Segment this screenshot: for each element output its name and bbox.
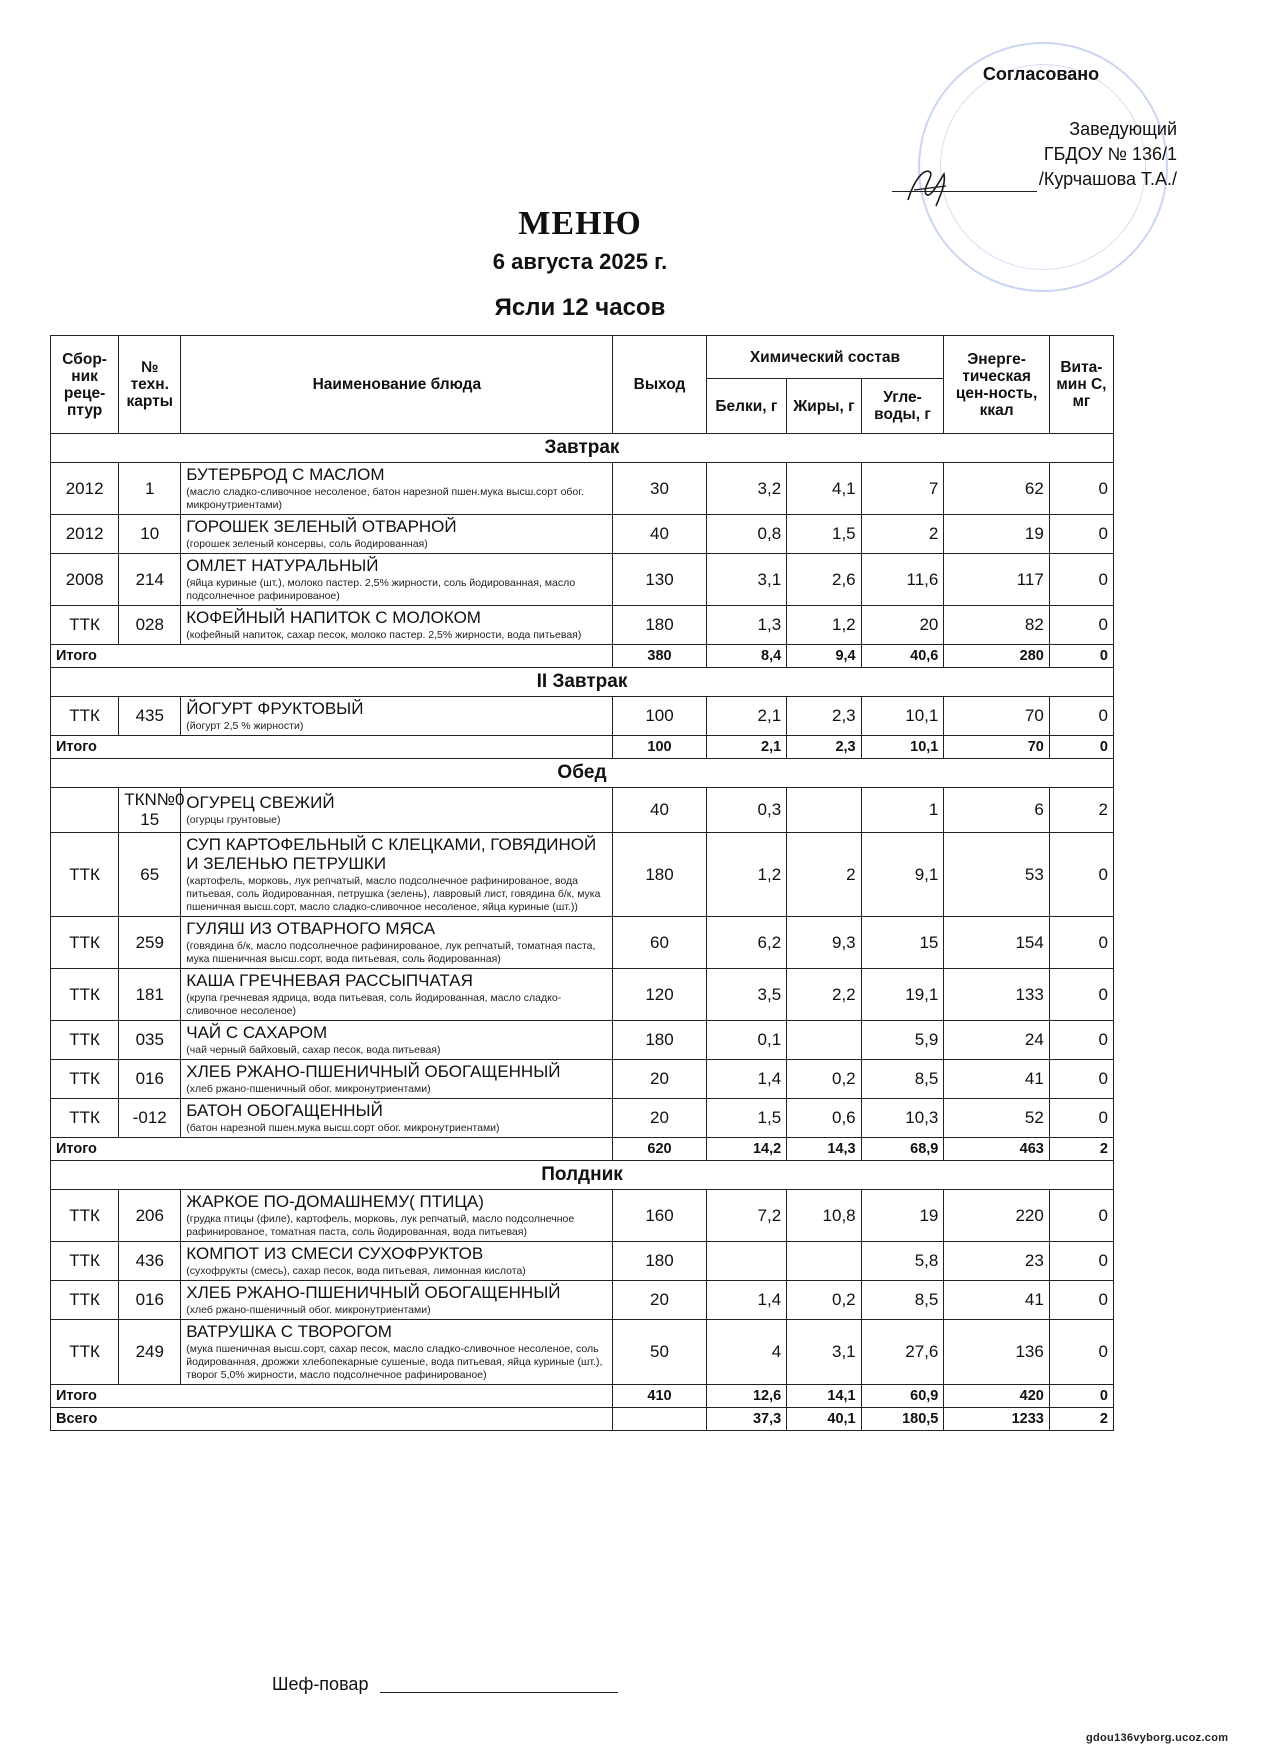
- tech-card-cell: 206: [119, 1190, 181, 1242]
- protein-cell: [706, 1242, 787, 1281]
- total-fat: 9,4: [787, 645, 861, 668]
- protein-cell: 6,2: [706, 917, 787, 969]
- dish-name-cell: [181, 606, 613, 645]
- total-vitamin: 0: [1049, 1385, 1113, 1408]
- vitamin-cell: 0: [1049, 1021, 1113, 1060]
- title-block: [0, 205, 1160, 323]
- header-chem: Химический состав: [706, 336, 944, 379]
- dish-name-cell: [181, 1320, 613, 1385]
- dish-ingredients: (огурцы грунтовые): [186, 814, 281, 826]
- dish-name-cell: [181, 1281, 613, 1320]
- table-row: [51, 969, 1114, 1021]
- header-yield: Выход: [613, 336, 706, 434]
- total-yield: 100: [613, 736, 706, 759]
- protein-cell: 0,1: [706, 1021, 787, 1060]
- total-protein: 14,2: [706, 1138, 787, 1161]
- carbs-cell: 10,3: [861, 1099, 944, 1138]
- collection-cell: ТТК: [51, 1281, 119, 1320]
- protein-cell: 0,8: [706, 515, 787, 554]
- table-row: [51, 1320, 1114, 1385]
- dish-name: БАТОН ОБОГАЩЕННЫЙ: [186, 1101, 383, 1120]
- total-protein: 12,6: [706, 1385, 787, 1408]
- header-protein: Белки, г: [706, 379, 787, 434]
- total-fat: 14,1: [787, 1385, 861, 1408]
- dish-ingredients: (грудка птицы (филе), картофель, морковь, лук репчатый, масло подсолнечное рафинированое, томатная паста, соль йодированная, вода питьевая): [186, 1213, 575, 1238]
- table-row: [51, 788, 1114, 833]
- section-header: [51, 759, 1114, 788]
- yield-cell: 20: [613, 1099, 706, 1138]
- header-tech-card: № техн. карты: [119, 336, 181, 434]
- yield-cell: 120: [613, 969, 706, 1021]
- protein-cell: 3,2: [706, 463, 787, 515]
- energy-cell: 154: [944, 917, 1049, 969]
- protein-cell: 0,3: [706, 788, 787, 833]
- energy-cell: 41: [944, 1060, 1049, 1099]
- table-row: [51, 833, 1114, 917]
- total-carbs: 10,1: [861, 736, 944, 759]
- dish-ingredients: (мука пшеничная высш.сорт, сахар песок, масло сладко-сливочное несоленое, соль йодированная, дрожжи хлебопекарные сушеные, вода питьевая, яйца куриные (шт.), творог 5,0% жирности, масло подсолнечное рафинированое): [186, 1343, 603, 1381]
- total-fat: 14,3: [787, 1138, 861, 1161]
- protein-cell: 1,2: [706, 833, 787, 917]
- dish-ingredients: (йогурт 2,5 % жирности): [186, 720, 304, 732]
- vitamin-cell: 0: [1049, 917, 1113, 969]
- dish-ingredients: (хлеб ржано-пшеничный обог. микронутриентами): [186, 1083, 431, 1095]
- fat-cell: 2: [787, 833, 861, 917]
- yield-cell: 180: [613, 833, 706, 917]
- table-row: [51, 917, 1114, 969]
- dish-name-cell: [181, 515, 613, 554]
- protein-cell: 1,4: [706, 1281, 787, 1320]
- dish-name: ЖАРКОЕ ПО-ДОМАШНЕМУ( ПТИЦА): [186, 1192, 484, 1211]
- energy-cell: 117: [944, 554, 1049, 606]
- yield-cell: 180: [613, 1242, 706, 1281]
- total-yield: 410: [613, 1385, 706, 1408]
- section-title: II Завтрак: [51, 668, 1114, 697]
- yield-cell: 50: [613, 1320, 706, 1385]
- grand-total-carbs: 180,5: [861, 1408, 944, 1431]
- total-label: Итого: [51, 1385, 613, 1408]
- carbs-cell: 10,1: [861, 697, 944, 736]
- energy-cell: 70: [944, 697, 1049, 736]
- vitamin-cell: 0: [1049, 606, 1113, 645]
- fat-cell: 1,5: [787, 515, 861, 554]
- carbs-cell: 11,6: [861, 554, 944, 606]
- vitamin-cell: 0: [1049, 969, 1113, 1021]
- energy-cell: 220: [944, 1190, 1049, 1242]
- tech-card-cell: 214: [119, 554, 181, 606]
- dish-name: ГУЛЯШ ИЗ ОТВАРНОГО МЯСА: [186, 919, 436, 938]
- energy-cell: 24: [944, 1021, 1049, 1060]
- total-energy: 70: [944, 736, 1049, 759]
- dish-name-cell: [181, 917, 613, 969]
- protein-cell: 1,3: [706, 606, 787, 645]
- carbs-cell: 27,6: [861, 1320, 944, 1385]
- dish-name-cell: [181, 1190, 613, 1242]
- carbs-cell: 1: [861, 788, 944, 833]
- dish-ingredients: (говядина б/к, масло подсолнечное рафинированое, лук репчатый, томатная паста, мука пшеничная высш.сорт, вода питьевая, соль йодированная): [186, 940, 596, 965]
- dish-name: ЧАЙ С САХАРОМ: [186, 1023, 328, 1042]
- fat-cell: 1,2: [787, 606, 861, 645]
- table-row: [51, 463, 1114, 515]
- dish-name: ВАТРУШКА С ТВОРОГОМ: [186, 1322, 392, 1341]
- total-label: Итого: [51, 645, 613, 668]
- protein-cell: 4: [706, 1320, 787, 1385]
- carbs-cell: 5,8: [861, 1242, 944, 1281]
- table-row: [51, 554, 1114, 606]
- tech-card-cell: 016: [119, 1281, 181, 1320]
- tech-card-cell: 435: [119, 697, 181, 736]
- energy-cell: 52: [944, 1099, 1049, 1138]
- vitamin-cell: 0: [1049, 1060, 1113, 1099]
- chef-signature: [272, 1672, 618, 1695]
- vitamin-cell: 0: [1049, 1242, 1113, 1281]
- carbs-cell: 20: [861, 606, 944, 645]
- total-energy: 280: [944, 645, 1049, 668]
- tech-card-cell: -012: [119, 1099, 181, 1138]
- yield-cell: 20: [613, 1281, 706, 1320]
- total-label: Итого: [51, 1138, 613, 1161]
- carbs-cell: 8,5: [861, 1281, 944, 1320]
- section-header: [51, 668, 1114, 697]
- approval-block: [865, 62, 1177, 192]
- yield-cell: 40: [613, 788, 706, 833]
- section-header: [51, 434, 1114, 463]
- table-row: [51, 515, 1114, 554]
- energy-cell: 19: [944, 515, 1049, 554]
- header-carbs: Угле-воды, г: [861, 379, 944, 434]
- carbs-cell: 5,9: [861, 1021, 944, 1060]
- dish-ingredients: (батон нарезной пшен.мука высш.сорт обог. микронутриентами): [186, 1122, 500, 1134]
- tech-card-cell: 016: [119, 1060, 181, 1099]
- collection-cell: ТТК: [51, 1021, 119, 1060]
- header-collection: Сбор-ник реце-птур: [51, 336, 119, 434]
- yield-cell: 130: [613, 554, 706, 606]
- yield-cell: 100: [613, 697, 706, 736]
- energy-cell: 6: [944, 788, 1049, 833]
- dish-ingredients: (крупа гречневая ядрица, вода питьевая, соль йодированная, масло сладко-сливочное несоленое): [186, 992, 562, 1017]
- energy-cell: 53: [944, 833, 1049, 917]
- dish-ingredients: (картофель, морковь, лук репчатый, масло подсолнечное рафинированое, вода питьевая, соль йодированная, петрушка (зелень), лавровый лист, говядина б/к, мука пшеничная высш.сорт, масло сладко-сливочное несоленое, яйца куриные (шт.)): [186, 875, 601, 913]
- menu-body: [51, 434, 1114, 1431]
- dish-name-cell: [181, 463, 613, 515]
- energy-cell: 136: [944, 1320, 1049, 1385]
- collection-cell: 2012: [51, 515, 119, 554]
- dish-ingredients: (горошек зеленый консервы, соль йодированная): [186, 538, 428, 550]
- collection-cell: 2008: [51, 554, 119, 606]
- vitamin-cell: 0: [1049, 1320, 1113, 1385]
- total-vitamin: 0: [1049, 645, 1113, 668]
- yield-cell: 20: [613, 1060, 706, 1099]
- dish-ingredients: (хлеб ржано-пшеничный обог. микронутриентами): [186, 1304, 431, 1316]
- total-energy: 463: [944, 1138, 1049, 1161]
- header-dish-name: Наименование блюда: [181, 336, 613, 434]
- vitamin-cell: 0: [1049, 463, 1113, 515]
- vitamin-cell: 0: [1049, 697, 1113, 736]
- collection-cell: ТТК: [51, 917, 119, 969]
- dish-ingredients: (чай черный байховый, сахар песок, вода питьевая): [186, 1044, 441, 1056]
- dish-ingredients: (масло сладко-сливочное несоленое, батон нарезной пшен.мука высш.сорт обог. микронутриентами): [186, 486, 584, 511]
- collection-cell: ТТК: [51, 697, 119, 736]
- carbs-cell: 2: [861, 515, 944, 554]
- table-row: [51, 606, 1114, 645]
- carbs-cell: 9,1: [861, 833, 944, 917]
- collection-cell: 2012: [51, 463, 119, 515]
- fat-cell: 9,3: [787, 917, 861, 969]
- total-row: [51, 736, 1114, 759]
- dish-name: КОФЕЙНЫЙ НАПИТОК С МОЛОКОМ: [186, 608, 481, 627]
- energy-cell: 41: [944, 1281, 1049, 1320]
- yield-cell: 160: [613, 1190, 706, 1242]
- total-yield: 620: [613, 1138, 706, 1161]
- total-label: Итого: [51, 736, 613, 759]
- dish-name: КОМПОТ ИЗ СМЕСИ СУХОФРУКТОВ: [186, 1244, 484, 1263]
- protein-cell: 7,2: [706, 1190, 787, 1242]
- dish-name-cell: [181, 1060, 613, 1099]
- dish-ingredients: (яйца куриные (шт.), молоко пастер. 2,5% жирности, соль йодированная, масло подсолнечное рафинированое): [186, 577, 576, 602]
- vitamin-cell: 0: [1049, 554, 1113, 606]
- collection-cell: ТТК: [51, 1320, 119, 1385]
- dish-ingredients: (сухофрукты (смесь), сахар песок, вода питьевая, лимонная кислота): [186, 1265, 526, 1277]
- total-protein: 8,4: [706, 645, 787, 668]
- table-row: [51, 1021, 1114, 1060]
- dish-name: ЙОГУРТ ФРУКТОВЫЙ: [186, 699, 364, 718]
- table-row: [51, 1242, 1114, 1281]
- table-row: [51, 1190, 1114, 1242]
- collection-cell: ТТК: [51, 969, 119, 1021]
- tech-card-cell: 035: [119, 1021, 181, 1060]
- total-vitamin: 2: [1049, 1138, 1113, 1161]
- tech-card-cell: 436: [119, 1242, 181, 1281]
- total-row: [51, 1138, 1114, 1161]
- total-carbs: 60,9: [861, 1385, 944, 1408]
- approval-title: Согласовано: [982, 64, 1100, 84]
- grand-total-fat: 40,1: [787, 1408, 861, 1431]
- approval-signer: /Курчашова Т.А./: [1038, 169, 1177, 189]
- chef-label: Шеф-повар: [272, 1674, 369, 1694]
- approval-position: Заведующий: [1069, 119, 1177, 139]
- section-title: Завтрак: [51, 434, 1114, 463]
- approval-signature-line: [892, 169, 1037, 192]
- yield-cell: 180: [613, 606, 706, 645]
- fat-cell: 0,6: [787, 1099, 861, 1138]
- approval-org: ГБДОУ № 136/1: [1043, 144, 1177, 164]
- energy-cell: 82: [944, 606, 1049, 645]
- carbs-cell: 15: [861, 917, 944, 969]
- tech-card-cell: 10: [119, 515, 181, 554]
- energy-cell: 133: [944, 969, 1049, 1021]
- total-vitamin: 0: [1049, 736, 1113, 759]
- grand-total-energy: 1233: [944, 1408, 1049, 1431]
- watermark: gdou136vyborg.ucoz.com: [1086, 1732, 1229, 1744]
- total-carbs: 68,9: [861, 1138, 944, 1161]
- dish-name-cell: [181, 554, 613, 606]
- protein-cell: 3,5: [706, 969, 787, 1021]
- vitamin-cell: 0: [1049, 833, 1113, 917]
- dish-name-cell: [181, 833, 613, 917]
- vitamin-cell: 0: [1049, 515, 1113, 554]
- collection-cell: ТТК: [51, 833, 119, 917]
- dish-name-cell: [181, 788, 613, 833]
- tech-card-cell: 181: [119, 969, 181, 1021]
- table-row: [51, 1060, 1114, 1099]
- header-energy: Энерге-тическая цен-ность, ккал: [944, 336, 1049, 434]
- yield-cell: 60: [613, 917, 706, 969]
- dish-ingredients: (кофейный напиток, сахар песок, молоко пастер. 2,5% жирности, вода питьевая): [186, 629, 582, 641]
- fat-cell: 2,3: [787, 697, 861, 736]
- grand-total-vitamin: 2: [1049, 1408, 1113, 1431]
- fat-cell: 0,2: [787, 1060, 861, 1099]
- total-carbs: 40,6: [861, 645, 944, 668]
- chef-signature-line: [380, 1672, 618, 1693]
- yield-cell: 30: [613, 463, 706, 515]
- dish-name-cell: [181, 1099, 613, 1138]
- protein-cell: 1,5: [706, 1099, 787, 1138]
- table-row: [51, 1281, 1114, 1320]
- section-title: Полдник: [51, 1161, 1114, 1190]
- menu-table: [50, 335, 1114, 1431]
- dish-name: ОМЛЕТ НАТУРАЛЬНЫЙ: [186, 556, 379, 575]
- tech-card-cell: 65: [119, 833, 181, 917]
- vitamin-cell: 0: [1049, 1190, 1113, 1242]
- dish-name-cell: [181, 969, 613, 1021]
- fat-cell: 2,2: [787, 969, 861, 1021]
- tech-card-cell: 259: [119, 917, 181, 969]
- total-energy: 420: [944, 1385, 1049, 1408]
- collection-cell: ТТК: [51, 1099, 119, 1138]
- dish-name: ХЛЕБ РЖАНО-ПШЕНИЧНЫЙ ОБОГАЩЕННЫЙ: [186, 1283, 561, 1302]
- dish-name: БУТЕРБРОД С МАСЛОМ: [186, 465, 385, 484]
- menu-group: Ясли 12 часов: [494, 294, 666, 321]
- collection-cell: ТТК: [51, 1242, 119, 1281]
- section-title: Обед: [51, 759, 1114, 788]
- menu-date: 6 августа 2025 г.: [492, 249, 668, 274]
- dish-name: ХЛЕБ РЖАНО-ПШЕНИЧНЫЙ ОБОГАЩЕННЫЙ: [186, 1062, 561, 1081]
- header-fat: Жиры, г: [787, 379, 861, 434]
- tech-card-cell: 1: [119, 463, 181, 515]
- table-row: [51, 1099, 1114, 1138]
- protein-cell: 2,1: [706, 697, 787, 736]
- grand-total-protein: 37,3: [706, 1408, 787, 1431]
- dish-name: КАША ГРЕЧНЕВАЯ РАССЫПЧАТАЯ: [186, 971, 473, 990]
- grand-total-label: Всего: [51, 1408, 613, 1431]
- fat-cell: 0,2: [787, 1281, 861, 1320]
- dish-name-cell: [181, 1021, 613, 1060]
- dish-name: ОГУРЕЦ СВЕЖИЙ: [186, 793, 335, 812]
- grand-total-yield: [613, 1408, 706, 1431]
- tech-card-cell: 249: [119, 1320, 181, 1385]
- carbs-cell: 8,5: [861, 1060, 944, 1099]
- vitamin-cell: 0: [1049, 1281, 1113, 1320]
- yield-cell: 180: [613, 1021, 706, 1060]
- collection-cell: ТТК: [51, 1190, 119, 1242]
- carbs-cell: 19: [861, 1190, 944, 1242]
- vitamin-cell: 2: [1049, 788, 1113, 833]
- tech-card-cell: ТКN№0 15: [119, 788, 181, 833]
- total-protein: 2,1: [706, 736, 787, 759]
- energy-cell: 23: [944, 1242, 1049, 1281]
- energy-cell: 62: [944, 463, 1049, 515]
- total-row: [51, 1385, 1114, 1408]
- fat-cell: [787, 788, 861, 833]
- tech-card-cell: 028: [119, 606, 181, 645]
- collection-cell: ТТК: [51, 606, 119, 645]
- page-title: МЕНЮ: [518, 205, 642, 242]
- dish-name-cell: [181, 1242, 613, 1281]
- fat-cell: [787, 1021, 861, 1060]
- carbs-cell: 19,1: [861, 969, 944, 1021]
- dish-name-cell: [181, 697, 613, 736]
- fat-cell: [787, 1242, 861, 1281]
- collection-cell: ТТК: [51, 1060, 119, 1099]
- dish-name: ГОРОШЕК ЗЕЛЕНЫЙ ОТВАРНОЙ: [186, 517, 457, 536]
- section-header: [51, 1161, 1114, 1190]
- yield-cell: 40: [613, 515, 706, 554]
- grand-total-row: [51, 1408, 1114, 1431]
- fat-cell: 4,1: [787, 463, 861, 515]
- total-fat: 2,3: [787, 736, 861, 759]
- collection-cell: [51, 788, 119, 833]
- total-yield: 380: [613, 645, 706, 668]
- protein-cell: 1,4: [706, 1060, 787, 1099]
- header-vitamin: Вита-мин С, мг: [1049, 336, 1113, 434]
- table-row: [51, 697, 1114, 736]
- dish-name: СУП КАРТОФЕЛЬНЫЙ С КЛЕЦКАМИ, ГОВЯДИНОЙ И ЗЕЛЕНЬЮ ПЕТРУШКИ: [186, 835, 597, 873]
- fat-cell: 10,8: [787, 1190, 861, 1242]
- total-row: [51, 645, 1114, 668]
- vitamin-cell: 0: [1049, 1099, 1113, 1138]
- carbs-cell: 7: [861, 463, 944, 515]
- fat-cell: 3,1: [787, 1320, 861, 1385]
- protein-cell: 3,1: [706, 554, 787, 606]
- fat-cell: 2,6: [787, 554, 861, 606]
